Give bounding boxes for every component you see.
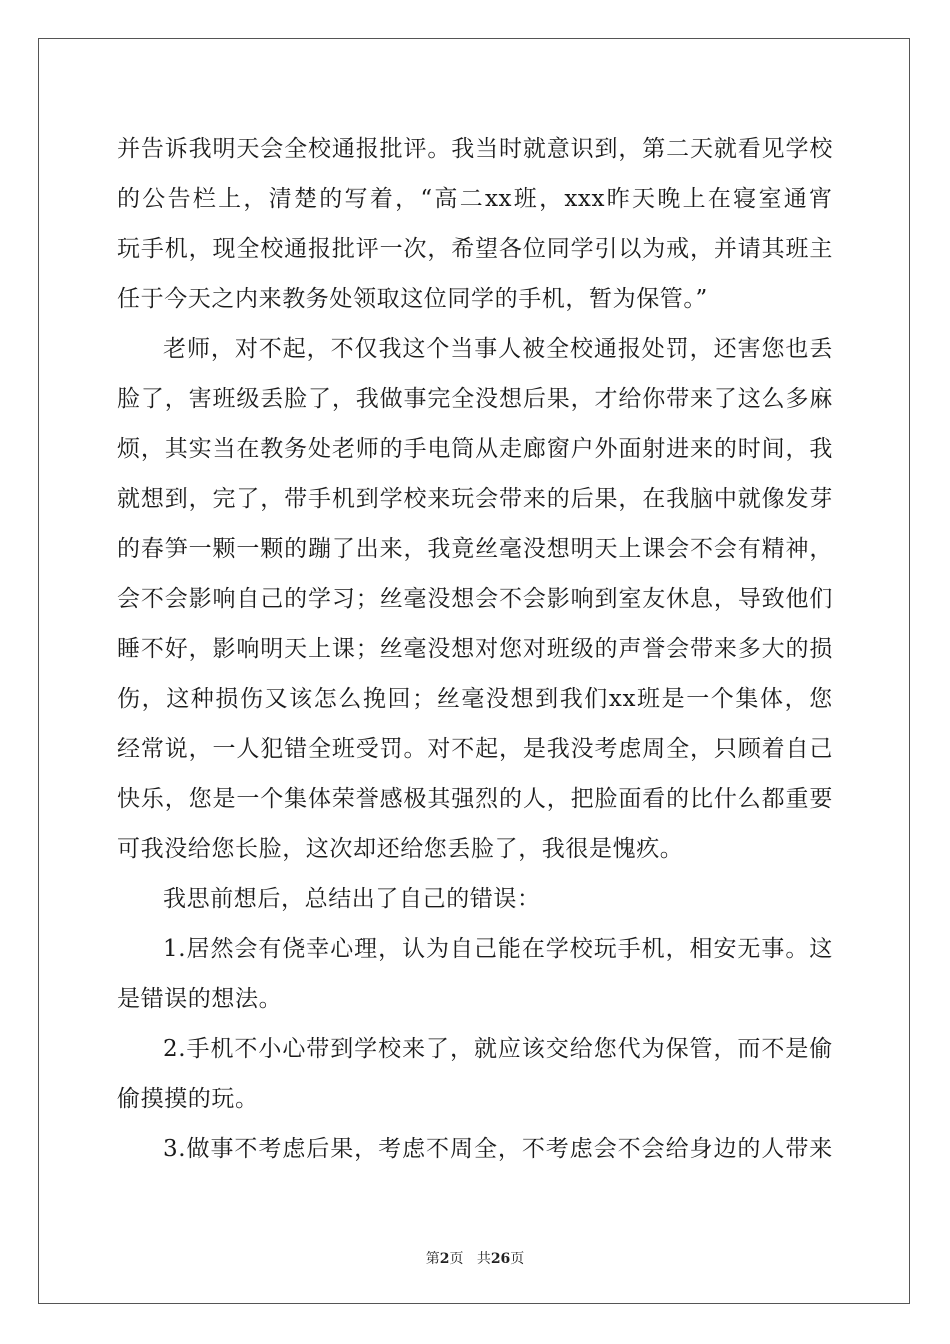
text-line: 可我没给您长脸，这次却还给您丢脸了，我很是愧疚。 — [117, 836, 684, 862]
text-line: 并 告 诉 我 明 天 会 全 校 通 报 批 评 。 我 当 时 就 意 识 到 ， 第 二 天 就 看 见 学 校 — [117, 136, 833, 162]
text-line: 玩 手 机 ， 现 全 校 通 报 批 评 一 次 ， 希 望 各 位 同 学 引 以 为 戒 ， 并 请 其 班 主 — [117, 236, 833, 262]
document-body — [117, 124, 833, 1174]
total-suffix: 页 — [510, 1251, 525, 1267]
text-line: 是错误的想法。 — [117, 986, 283, 1012]
text-line: 经 常 说 ， 一 人 犯 错 全 班 受 罚 。 对 不 起 ， 是 我 没 考 虑 周 全 ， 只 顾 着 自 己 — [117, 736, 833, 762]
text-line: 3. 做 事 不 考 虑 后 果 ， 考 虑 不 周 全 ， 不 考 虑 会 不 会 给 身 边 的 人 带 来 — [163, 1136, 833, 1162]
text-line: 1. 居 然 会 有 侥 幸 心 理 ， 认 为 自 己 能 在 学 校 玩 手 机 ， 相 安 无 事 。 这 — [163, 936, 833, 962]
page-suffix: 页 — [449, 1251, 464, 1267]
text-line: 烦 ， 其 实 当 在 教 务 处 老 师 的 手 电 筒 从 走 廊 窗 户 外 面 射 进 来 的 时 间 ， 我 — [117, 436, 833, 462]
page-footer — [0, 1248, 950, 1268]
total-prefix: 共 — [476, 1251, 491, 1267]
page-prefix: 第 — [425, 1251, 440, 1267]
text-line: 会 不 会 影 响 自 己 的 学 习 ； 丝 毫 没 想 会 不 会 影 响 到 室 友 休 息 ， 导 致 他 们 — [117, 586, 833, 612]
text-line: 偷摸摸的玩。 — [117, 1086, 259, 1112]
text-line: 我思前想后，总结出了自己的错误： — [163, 886, 541, 912]
text-line: 老 师 ， 对 不 起 ， 不 仅 我 这 个 当 事 人 被 全 校 通 报 处 罚 ， 还 害 您 也 丢 — [163, 336, 833, 362]
text-line: 的 春 笋 一 颗 一 颗 的 蹦 了 出 来 ， 我 竟 丝 毫 没 想 明 天 上 课 会 不 会 有 精 神 ， — [117, 536, 833, 562]
text-line: 睡 不 好 ， 影 响 明 天 上 课 ； 丝 毫 没 想 对 您 对 班 级 的 声 誉 会 带 来 多 大 的 损 — [117, 636, 833, 662]
total-pages: 26 — [490, 1251, 511, 1267]
text-line: 脸 了 ， 害 班 级 丢 脸 了 ， 我 做 事 完 全 没 想 后 果 ， 才 给 你 带 来 了 这 么 多 麻 — [117, 386, 833, 412]
text-line: 的 公 告 栏 上 ， 清 楚 的 写 着 ， “ 高 二 xx 班 ， xxx 昨 天 晚 上 在 寝 室 通 宵 — [117, 186, 833, 212]
page-number: 2 — [439, 1251, 450, 1267]
text-line: 任于今天之内来教务处领取这位同学的手机，暂为保管。” — [117, 286, 708, 312]
text-line: 快 乐 ， 您 是 一 个 集 体 荣 誉 感 极 其 强 烈 的 人 ， 把 脸 面 看 的 比 什 么 都 重 要 — [117, 786, 833, 812]
text-line: 伤 ， 这 种 损 伤 又 该 怎 么 挽 回 ； 丝 毫 没 想 到 我 们 xx 班 是 一 个 集 体 ， 您 — [117, 686, 833, 712]
text-line: 就 想 到 ， 完 了 ， 带 手 机 到 学 校 来 玩 会 带 来 的 后 果 ， 在 我 脑 中 就 像 发 芽 — [117, 486, 833, 512]
text-line: 2. 手 机 不 小 心 带 到 学 校 来 了 ， 就 应 该 交 给 您 代 为 保 管 ， 而 不 是 偷 — [163, 1036, 833, 1062]
